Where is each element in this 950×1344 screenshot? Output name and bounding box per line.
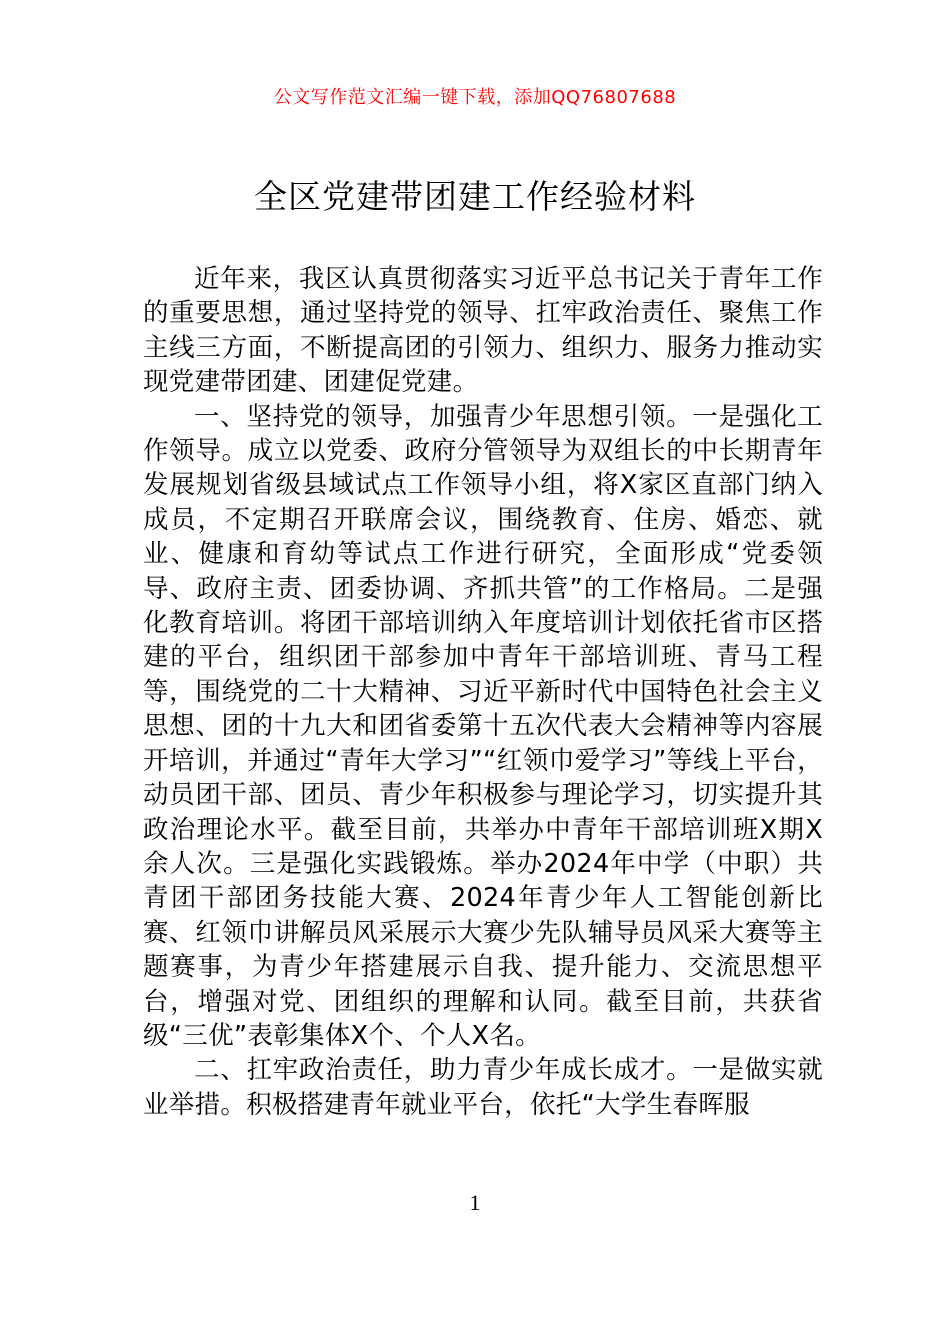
section-one-paragraph: 一、坚持党的领导，加强青少年思想引领。一是强化工作领导。成立以党委、政府分管领导为双组长的中长期青年发展规划省级县域试点工作领导小组，将X家区直部门纳入成员，不定期召开联席会议，围绕教育、住房、婚恋、就业、健康和育幼等试点工作进行研究，全面形成“党委领导、政府主责、团委协调、齐抓共管”的工作格局。二是强化教育培训。将团干部培训纳入年度培训计划依托省市区搭建的平台，组织团干部参加中青年干部培训班、青马工程等，围绕党的二十大精神、习近平新时代中国特色社会主义思想、团的十九大和团省委第十五次代表大会精神等内容展开培训，并通过“青年大学习”“红领巾爱学习”等线上平台，动员团干部、团员、青少年积极参与理论学习，切实提升其政治理论水平。截至目前，共举办中青年干部培训班X期X余人次。三是强化实践锻炼。举办2024年中学（中职）共青团干部团务技能大赛、2024年青少年人工智能创新比赛、红领巾讲解员风采展示大赛少先队辅导员风采大赛等主题赛事，为青少年搭建展示自我、提升能力、交流思想平台，增强对党、团组织的理解和认同。截至目前，共获省级“三优”表彰集体X个、个人X名。 [143, 401, 823, 1051]
document-title: 全区党建带团建工作经验材料 [254, 177, 696, 216]
section-two-paragraph: 二、扛牢政治责任，助力青少年成长成才。一是做实就业举措。积极搭建青年就业平台，依托“大学生春晖服 [143, 1055, 823, 1120]
page-number: 1 [469, 1190, 481, 1215]
intro-paragraph: 近年来，我区认真贯彻落实习近平总书记关于青年工作的重要思想，通过坚持党的领导、扛牢政治责任、聚焦工作主线三方面，不断提高团的引领力、组织力、服务力推动实现党建带团建、团建促党建。 [143, 264, 823, 398]
download-banner[interactable]: 公文写作范文汇编一键下载，添加QQ76807688 [273, 87, 677, 108]
document-body [143, 262, 823, 1122]
